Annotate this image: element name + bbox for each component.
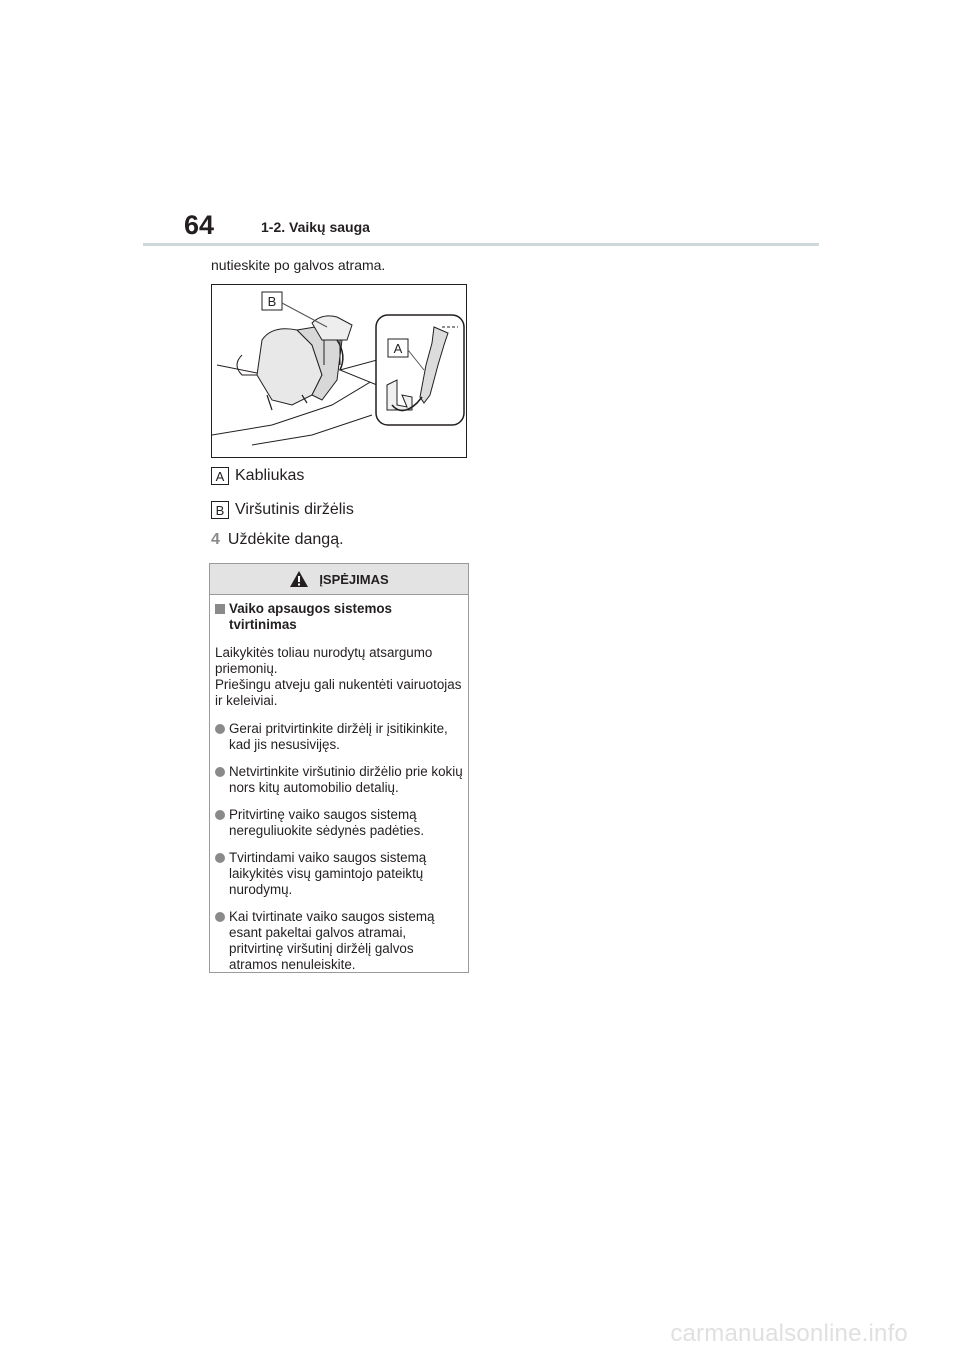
warning-title: ĮSPĖJIMAS	[319, 571, 389, 587]
warning-bullet: Pritvirtinę vaiko saugos sistemą nereguliuokite sėdynės padėties.	[215, 807, 463, 839]
warning-box	[209, 563, 469, 973]
step-text: Uždėkite dangą.	[227, 531, 344, 548]
warning-bullet: Tvirtindami vaiko saugos sistemą laikykitės visų gamintojo pateiktų nurodymų.	[215, 850, 463, 898]
intro-text: nutieskite po galvos atrama.	[211, 257, 386, 273]
square-bullet-icon	[215, 604, 225, 614]
bullet-dot-icon	[215, 767, 225, 777]
bullet-dot-icon	[215, 724, 225, 734]
bullet-dot-icon	[215, 912, 225, 922]
page-number: 64	[184, 210, 215, 240]
figure-label-a: A	[393, 341, 403, 356]
header-divider	[143, 243, 819, 246]
section-title: 1-2. Vaikų sauga	[261, 219, 370, 235]
legend-item-a	[211, 467, 304, 485]
installation-figure	[211, 284, 467, 458]
bullet-dot-icon	[215, 853, 225, 863]
warning-triangle-icon	[289, 570, 309, 588]
step-number: 4	[211, 531, 220, 548]
legend-key-a: A	[211, 467, 229, 485]
legend-item-b	[211, 501, 354, 519]
step-4	[211, 531, 344, 549]
warning-paragraph: Laikykitės toliau nurodytų atsargumo priemonių. Priešingu atveju gali nukentėti vairuotojas ir keleiviai.	[215, 645, 462, 708]
warning-bullet: Gerai pritvirtinkite diržėlį ir įsitikinkite, kad jis nesusivijęs.	[215, 721, 463, 753]
bullet-dot-icon	[215, 810, 225, 820]
legend-text-b: Viršutinis diržėlis	[235, 501, 354, 518]
figure-label-b: B	[267, 294, 277, 309]
legend-key-b: B	[211, 501, 229, 519]
watermark: carmanualsonline.info	[670, 1320, 908, 1347]
warning-bullet: Kai tvirtinate vaiko saugos sistemą esant pakeltai galvos atramai, pritvirtinę viršutinį diržėlį galvos atramos nenuleiskite.	[215, 909, 463, 973]
warning-heading: Vaiko apsaugos sistemos tvirtinimas	[215, 601, 463, 633]
warning-header	[210, 564, 468, 595]
seat-illustration	[212, 285, 467, 458]
warning-bullet: Netvirtinkite viršutinio diržėlio prie kokių nors kitų automobilio detalių.	[215, 764, 463, 796]
legend-text-a: Kabliukas	[235, 467, 305, 484]
